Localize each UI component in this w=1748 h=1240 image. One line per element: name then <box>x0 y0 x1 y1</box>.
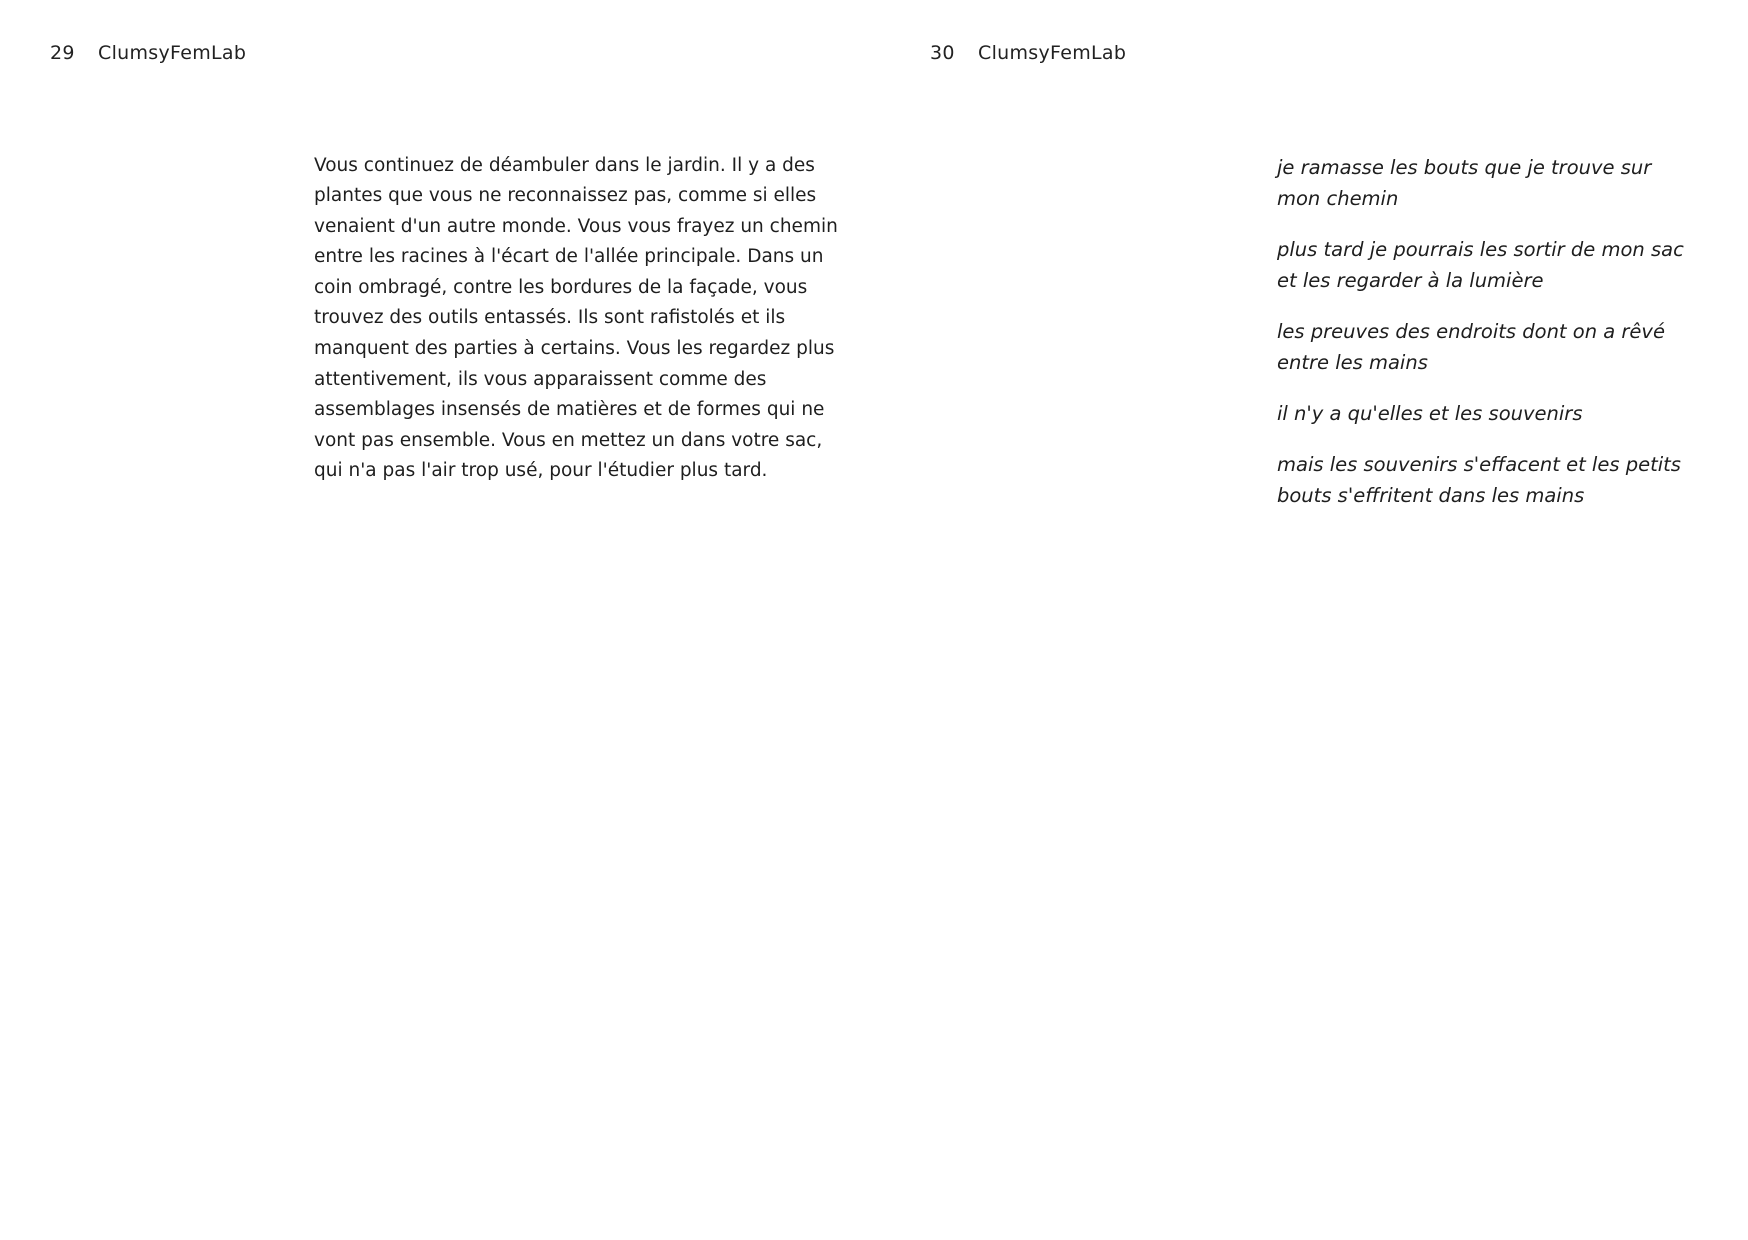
right-page <box>874 0 1748 1240</box>
running-title: ClumsyFemLab <box>978 42 1127 64</box>
poem-stanza: mais les souvenirs s'effacent et les petits bouts s'effritent dans les mains <box>1277 453 1681 507</box>
page-number: 29 <box>50 42 75 64</box>
page-number: 30 <box>930 42 955 64</box>
running-title: ClumsyFemLab <box>98 42 247 64</box>
poem-stanza: les preuves des endroits dont on a rêvé entre les mains <box>1277 320 1665 374</box>
prose-paragraph: Vous continuez de déambuler dans le jardin. Il y a des plantes que vous ne reconnaissez pas, comme si elles venaient d'un autre monde. Vous vous frayez un chemin entre les racines à l'écart de l'allée principale. Dans un coin ombragé, contre les bordures de la façade, vous trouvez des outils entassés. Ils sont rafistolés et ils manquent des parties à certains. Vous les regardez plus attentivement, ils vous apparaissent comme des assemblages insensés de matières et de formes qui ne vont pas ensemble. Vous en mettez un dans votre sac, qui n'a pas l'air trop usé, pour l'étudier plus tard. <box>314 154 838 482</box>
poem <box>1277 152 1697 531</box>
left-page-header <box>50 42 246 64</box>
poem-stanza: il n'y a qu'elles et les souvenirs <box>1277 402 1583 425</box>
right-page-header <box>930 42 1126 64</box>
poem-stanza: je ramasse les bouts que je trouve sur mon chemin <box>1277 156 1652 210</box>
poem-stanza: plus tard je pourrais les sortir de mon sac et les regarder à la lumière <box>1277 238 1684 292</box>
